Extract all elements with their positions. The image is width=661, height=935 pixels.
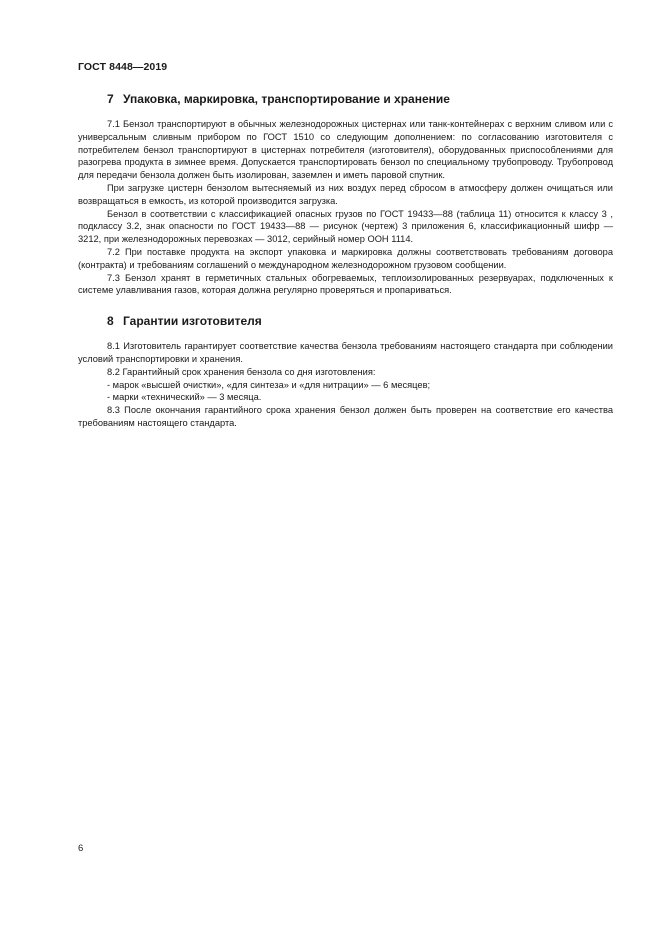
paragraph-8-3: 8.3 После окончания гарантийного срока хранения бензол должен быть проверен на соответствие его качества требованиям настоящего стандарта.	[78, 405, 613, 428]
paragraph-hazard-class: Бензол в соответствии с классификацией опасных грузов по ГОСТ 19433—88 (таблица 11) относится к классу 3 , подклассу 3.2, знак опасности по ГОСТ 19433—88 — рисунок (чертеж) 3 приложения 6, классификационный шифр — 3212, при железнодорожных перевозках — 3012, серийный номер ООН 1114.	[78, 208, 613, 245]
section-number: 8	[107, 314, 114, 329]
paragraph-7-2: 7.2 При поставке продукта на экспорт упаковка и маркировка должны соответствовать требованиям договора (контракта) и требованиям соглашений о международном железнодорожном грузовом сообщении.	[78, 246, 613, 270]
page-content	[78, 89, 613, 430]
list-item-technical-3-months: - марки «технический» — 3 месяца.	[107, 392, 262, 403]
paragraph-loading: При загрузке цистерн бензолом вытесняемый из них воздух перед сбросом в атмосферу должен очищаться или возвращаться в емкость, из которой производится загрузка.	[78, 182, 613, 206]
list-item-grades-6-months: - марок «высшей очистки», «для синтеза» и «для нитрации» — 6 месяцев;	[107, 379, 431, 390]
paragraph-7-3: 7.3 Бензол хранят в герметичных стальных обогреваемых, теплоизолированных резервуарах, подключенных к системе улавливания газов, которая должна регулярно проверяться и пропариваться.	[78, 272, 613, 296]
section-number: 7	[107, 92, 114, 106]
section-heading	[78, 311, 613, 331]
paragraph-8-1: 8.1 Изготовитель гарантирует соответствие качества бензола требованиям настоящего стандарта при соблюдении условий транспортировки и хранения.	[78, 341, 613, 364]
page-number: 6	[78, 843, 84, 854]
section-8	[78, 311, 613, 430]
paragraph-8-2: 8.2 Гарантийный срок хранения бензола со дня изготовления:	[107, 366, 376, 377]
section-7	[78, 89, 613, 297]
section-heading	[78, 89, 613, 109]
section-title: Гарантии изготовителя	[123, 314, 262, 329]
document-code: ГОСТ 8448—2019	[78, 61, 168, 73]
section-title: Упаковка, маркировка, транспортирование и хранение	[123, 92, 450, 106]
paragraph-7-1: 7.1 Бензол транспортируют в обычных железнодорожных цистернах или танк-контейнерах с верхним сливом или с универсальным сливным прибором по ГОСТ 1510 со следующим дополнением: по согласованию изготовителя с потребителем бензол транспортируют в цистернах потребителя (изготовителя), оборудованных приспособлениями для разогрева продукта в зимнее время. Допускается транспортировать бензол по специальному трубопроводу. Трубопровод для передачи бензола должен быть изолирован, заземлен и иметь паровой спутник.	[78, 119, 613, 181]
